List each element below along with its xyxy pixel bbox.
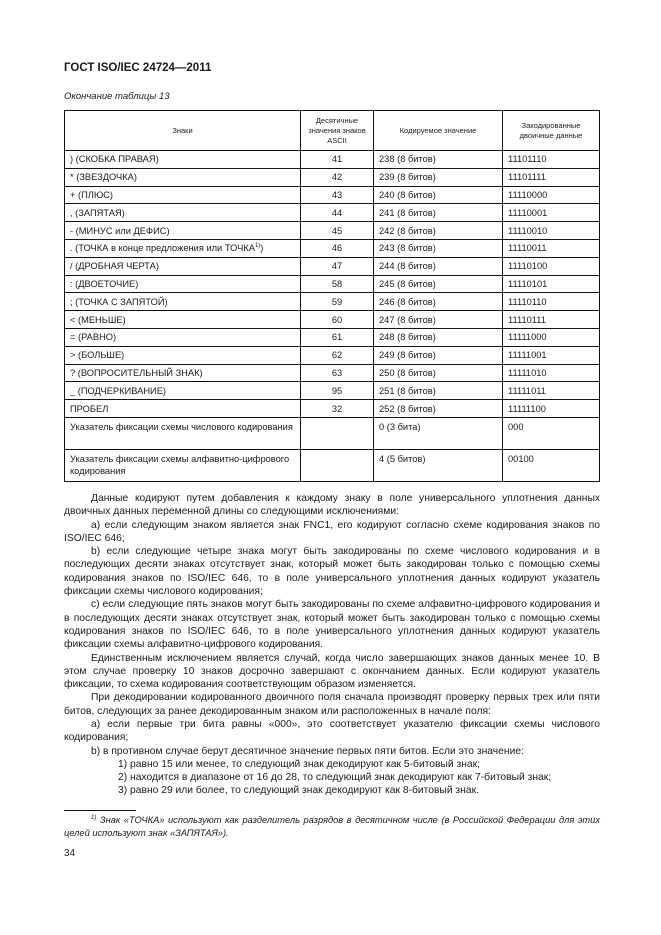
cell-text: * (ЗВЕЗДОЧКА) [70, 172, 137, 183]
encoding-table [64, 110, 600, 482]
cell-text: 240 (8 битов) [379, 189, 436, 200]
paragraph: Данные кодируют путем добавления к каждому знаку в поле универсального уплотнения данных двоичных данных переменной длины со следующими исключениями: [64, 492, 600, 518]
table-row [65, 449, 600, 481]
ascii-cell [301, 400, 374, 418]
footnote-mark: 1) [91, 814, 97, 821]
cell-text: 63 [331, 367, 343, 378]
value-cell [374, 222, 503, 240]
cell-text: 11111001 [508, 350, 547, 361]
binary-cell [503, 275, 600, 293]
value-cell [374, 239, 503, 257]
sign-cell [65, 168, 301, 186]
binary-cell [503, 328, 600, 346]
cell-text: 251 (8 битов) [379, 385, 436, 396]
cell-text: 243 (8 битов) [379, 243, 436, 254]
table-row [65, 382, 600, 400]
list-item: 2) находится в диапазоне от 16 до 28, то следующий знак декодируют как 7-битовый знак; [118, 772, 552, 784]
value-cell [374, 346, 503, 364]
table-row [65, 239, 600, 257]
cell-text: 11110000 [508, 189, 548, 200]
cell-text: = (РАВНО) [70, 332, 117, 343]
cell-text: Указатель фиксации схемы числового кодирования [70, 421, 293, 432]
sign-cell [65, 346, 301, 364]
cell-text: : (ДВОЕТОЧИЕ) [70, 278, 139, 289]
value-cell [374, 168, 503, 186]
ascii-cell [301, 364, 374, 382]
sign-cell [65, 239, 301, 257]
value-cell [374, 400, 503, 418]
sign-cell [65, 151, 301, 169]
cell-text: ) [260, 243, 264, 254]
table-caption: Окончание таблицы 13 [64, 91, 170, 102]
value-cell [374, 364, 503, 382]
ascii-cell [301, 417, 374, 449]
sign-cell [65, 275, 301, 293]
cell-text: 11111011 [508, 385, 546, 396]
table-row [65, 346, 600, 364]
table-row [65, 364, 600, 382]
binary-cell [503, 168, 600, 186]
cell-text: 11110001 [508, 207, 548, 218]
table-row [65, 222, 600, 240]
cell-text: 245 (8 битов) [379, 278, 436, 289]
footnote-ref: 1) [254, 243, 261, 250]
cell-text: 95 [331, 385, 343, 396]
footnote-divider [64, 810, 136, 811]
cell-text: 11101110 [508, 154, 547, 165]
binary-cell [503, 417, 600, 449]
cell-text: 59 [331, 296, 343, 307]
cell-text: 61 [331, 332, 343, 343]
list-item: b) в противном случае берут десятичное значение первых пяти битов. Если это значение: [91, 745, 524, 757]
value-cell [374, 417, 503, 449]
cell-text: 0 (3 бита) [379, 421, 421, 432]
footnote [64, 814, 600, 840]
cell-text: 250 (8 битов) [379, 367, 436, 378]
cell-text: 246 (8 битов) [379, 296, 436, 307]
ascii-cell [301, 275, 374, 293]
value-cell [374, 257, 503, 275]
cell-text: 60 [331, 314, 343, 325]
binary-cell [503, 151, 600, 169]
binary-cell [503, 293, 600, 311]
list-item: 1) равно 15 или менее, то следующий знак декодируют как 5-битовый знак; [118, 758, 481, 770]
ascii-cell [301, 346, 374, 364]
cell-text: ) (СКОБКА ПРАВАЯ) [70, 154, 159, 165]
cell-text: 47 [331, 261, 343, 272]
cell-text: 239 (8 битов) [379, 172, 436, 183]
page-number: 34 [64, 847, 76, 859]
value-cell [374, 275, 503, 293]
cell-text: . (ТОЧКА в конце предложения или ТОЧКА [70, 243, 255, 254]
cell-text: 11111010 [508, 367, 547, 378]
sign-cell [65, 328, 301, 346]
table-row [65, 186, 600, 204]
cell-text: 11111000 [508, 332, 547, 343]
binary-cell [503, 364, 600, 382]
sign-cell [65, 257, 301, 275]
cell-text: 43 [331, 189, 343, 200]
cell-text: _ (ПОДЧЕРКИВАНИЕ) [70, 385, 167, 396]
sign-cell [65, 382, 301, 400]
cell-text: 252 (8 битов) [379, 403, 436, 414]
sign-cell [65, 293, 301, 311]
cell-text: 241 (8 битов) [379, 207, 436, 218]
binary-cell [503, 449, 600, 481]
cell-text: 11110011 [508, 243, 547, 254]
value-cell [374, 449, 503, 481]
list-item: a) если следующим знаком является знак FNC1, его кодируют согласно схеме кодирования знаков по ISO/IEC 646; [64, 519, 600, 544]
document-page [64, 61, 600, 860]
cell-text: 42 [331, 172, 343, 183]
sign-cell [65, 222, 301, 240]
header-cell: Знаки [65, 111, 301, 151]
cell-text: 000 [508, 421, 524, 432]
document-header: ГОСТ ISO/IEC 24724—2011 [64, 62, 212, 74]
sign-cell [65, 204, 301, 222]
sign-cell [65, 186, 301, 204]
header-cell: Десятичные значения знаков ASCII [301, 111, 374, 151]
cell-text: 11110101 [508, 278, 548, 289]
cell-text: , (ЗАПЯТАЯ) [70, 207, 125, 218]
binary-cell [503, 400, 600, 418]
table-row [65, 275, 600, 293]
value-cell [374, 293, 503, 311]
cell-text: 45 [331, 225, 343, 236]
cell-text: 44 [331, 207, 343, 218]
table-row [65, 311, 600, 329]
cell-text: 248 (8 битов) [379, 332, 436, 343]
cell-text: ? (ВОПРОСИТЕЛЬНЫЙ ЗНАК) [70, 367, 203, 378]
value-cell [374, 382, 503, 400]
ascii-cell [301, 186, 374, 204]
cell-text: 00100 [508, 453, 534, 464]
cell-text: 11110110 [508, 296, 547, 307]
table-row [65, 417, 600, 449]
table-row [65, 204, 600, 222]
value-cell [374, 151, 503, 169]
cell-text: 244 (8 битов) [379, 261, 436, 272]
cell-text: ПРОБЕЛ [70, 403, 109, 414]
sign-cell [65, 417, 301, 449]
binary-cell [503, 346, 600, 364]
sign-cell [65, 364, 301, 382]
binary-cell [503, 257, 600, 275]
list-item: 3) равно 29 или более, то следующий знак декодируют как 8-битовый знак. [118, 785, 479, 797]
table-row [65, 328, 600, 346]
binary-cell [503, 311, 600, 329]
cell-text: 11110111 [508, 314, 546, 325]
paragraph: При декодировании кодированного двоичного поля сначала производят проверку первых трех или пяти битов, следующих за ранее декодированным знаком или расположенных в начале поля: [64, 692, 600, 717]
ascii-cell [301, 239, 374, 257]
list-item: c) если следующие пять знаков могут быть закодированы по схеме алфавитно-цифрового кодирования и в последующих десяти знаках отсутствует знак, который может быть закодирован только с помощью схемы кодирования знаков по ISO/IEC 646, то в поле универсального уплотнения данных кодируют указатель фиксации схемы алфавитно-цифрового кодирования. [64, 599, 600, 651]
binary-cell [503, 204, 600, 222]
value-cell [374, 311, 503, 329]
cell-text: 238 (8 битов) [379, 154, 436, 165]
cell-text: 247 (8 битов) [379, 314, 436, 325]
binary-cell [503, 186, 600, 204]
table-row [65, 400, 600, 418]
ascii-cell [301, 311, 374, 329]
list-item: a) если первые три бита равны «000», это соответствует указателю фиксации схемы числового кодирования; [64, 719, 600, 744]
binary-cell [503, 222, 600, 240]
cell-text: 41 [331, 154, 343, 165]
ascii-cell [301, 222, 374, 240]
binary-cell [503, 239, 600, 257]
binary-cell [503, 382, 600, 400]
table-row [65, 168, 600, 186]
ascii-cell [301, 293, 374, 311]
cell-text: / (ДРОБНАЯ ЧЕРТА) [70, 261, 159, 272]
table-header-row [65, 111, 600, 151]
ascii-cell [301, 204, 374, 222]
value-cell [374, 204, 503, 222]
table-row [65, 293, 600, 311]
cell-text: 62 [331, 350, 343, 361]
cell-text: 11110010 [508, 225, 548, 236]
table-row [65, 257, 600, 275]
header-cell: Закодированные двоичные данные [503, 111, 600, 151]
sign-cell [65, 311, 301, 329]
body-text [64, 492, 600, 798]
ascii-cell [301, 328, 374, 346]
cell-text: ; (ТОЧКА С ЗАПЯТОЙ) [70, 296, 168, 307]
cell-text: 4 (5 битов) [379, 453, 426, 464]
cell-text: + (ПЛЮС) [70, 189, 113, 200]
cell-text: 11111100 [508, 403, 546, 414]
ascii-cell [301, 257, 374, 275]
cell-text: - (МИНУС или ДЕФИС) [70, 225, 170, 236]
cell-text: 58 [331, 278, 343, 289]
header-cell: Кодируемое значение [374, 111, 503, 151]
cell-text: 242 (8 битов) [379, 225, 436, 236]
cell-text: Указатель фиксации схемы алфавитно-цифрового кодирования [70, 453, 290, 476]
ascii-cell [301, 168, 374, 186]
ascii-cell [301, 449, 374, 481]
list-item: b) если следующие четыре знака могут быть закодированы по схеме числового кодирования и в последующих десяти знаках отсутствует знак, который может быть закодирован только с помощью схемы кодирования знаков по ISO/IEC 646, то в поле универсального уплотнения данных кодируют указатель фиксации схемы числового кодирования; [64, 546, 600, 598]
paragraph: Единственным исключением является случай, когда число завершающих знаков данных менее 10. В этом случае проверку 10 знаков досрочно завершают с окончанием данных. Если кодируют указатель фиксации, то схема кодирования соответствующим образом изменяется. [64, 652, 600, 691]
cell-text: 11101111 [508, 172, 546, 183]
value-cell [374, 328, 503, 346]
footnote-text: Знак «ТОЧКА» используют как разделитель разрядов в десятичном числе (в Российской Федерации для этих целей используют знак «ЗАПЯТАЯ»). [64, 814, 600, 838]
ascii-cell [301, 382, 374, 400]
cell-text: > (БОЛЬШЕ) [70, 350, 125, 361]
sign-cell [65, 449, 301, 481]
sign-cell [65, 400, 301, 418]
cell-text: < (МЕНЬШЕ) [70, 314, 126, 325]
cell-text: 11110100 [508, 261, 548, 272]
table-row [65, 151, 600, 169]
cell-text: 32 [331, 403, 343, 414]
ascii-cell [301, 151, 374, 169]
cell-text: 46 [331, 243, 343, 254]
value-cell [374, 186, 503, 204]
cell-text: 249 (8 битов) [379, 350, 436, 361]
